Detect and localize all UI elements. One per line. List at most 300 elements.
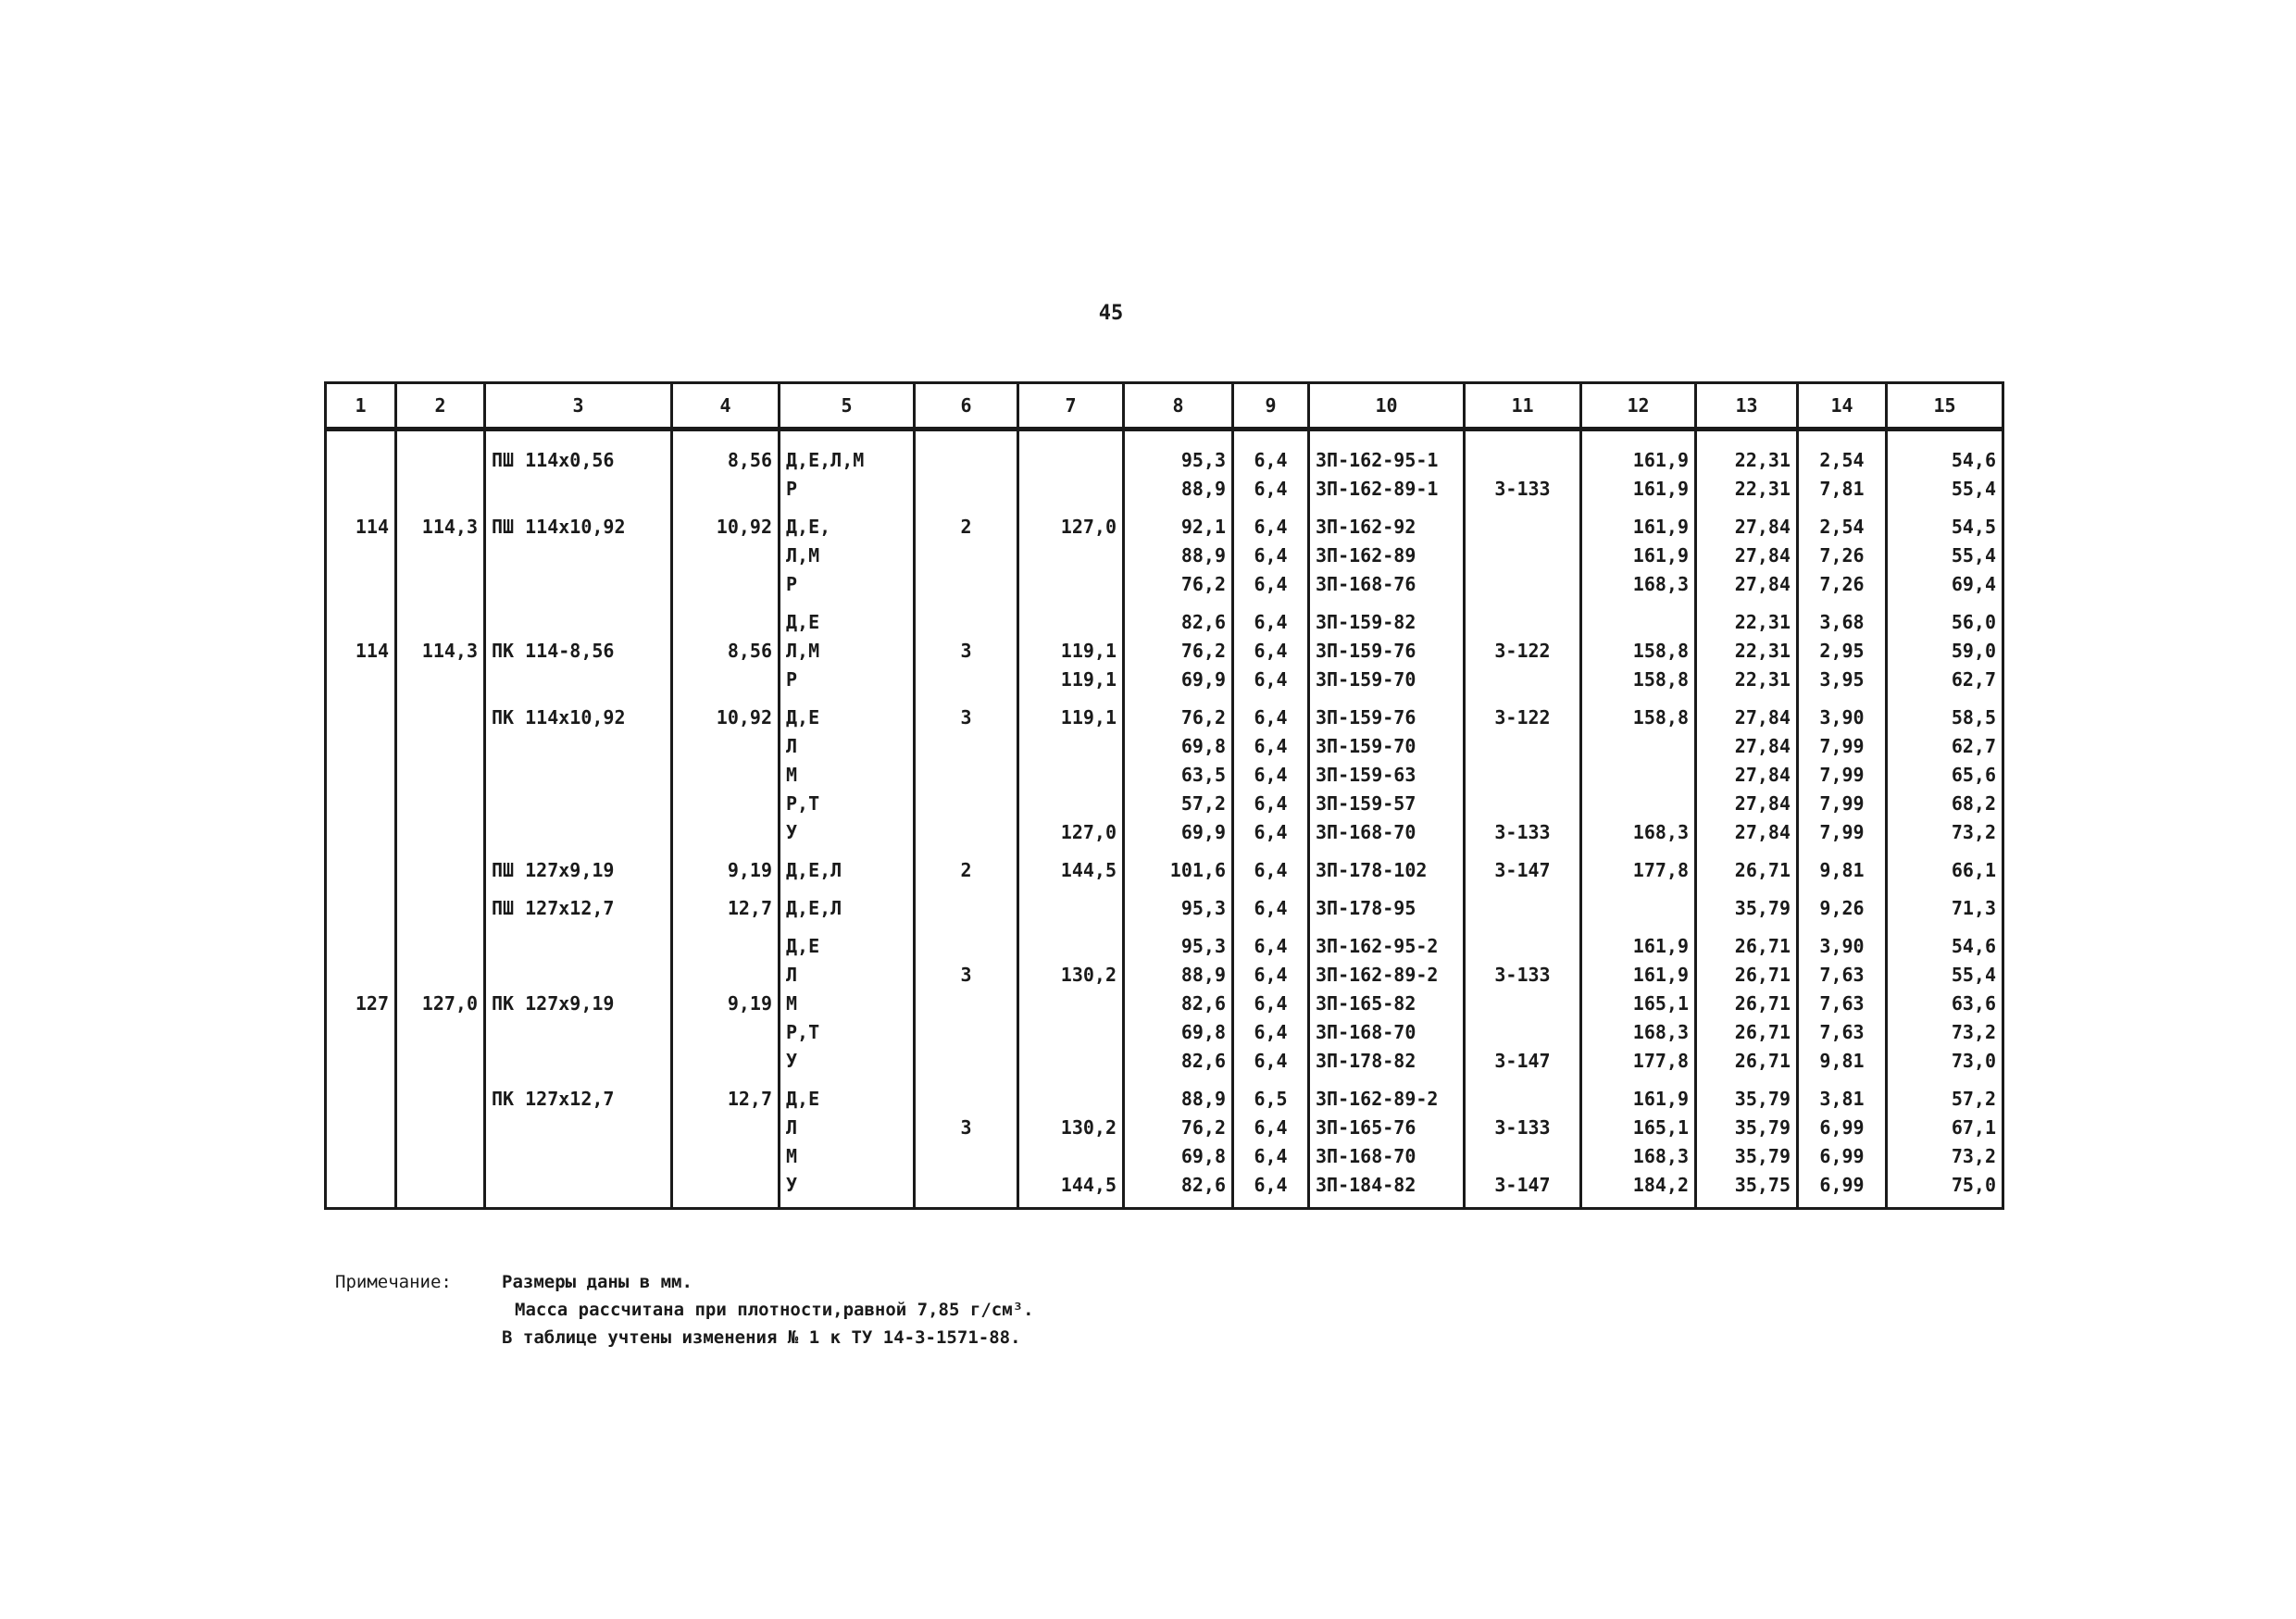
table-cell-col-6 [915,599,1018,637]
table-cell-col-10: ЗП-184-82 [1309,1171,1465,1209]
table-cell-col-8: 101,6 [1124,847,1233,885]
table-row [326,694,2003,732]
pipe-specification-table-container [324,381,2002,1210]
note-line-density: Масса рассчитана при плотности,равной 7,85 г/см³. [515,1300,1034,1320]
table-cell-col-7 [1018,1142,1124,1171]
table-cell-col-2 [396,961,485,990]
table-cell-col-3 [485,542,672,570]
column-header-11: 11 [1465,383,1581,430]
table-cell-col-9: 6,4 [1233,790,1309,818]
table-cell-col-14: 3,95 [1798,666,1887,694]
table-cell-col-1 [326,694,396,732]
table-cell-col-3: ПК 127х9,19 [485,990,672,1018]
table-cell-col-6 [915,475,1018,504]
table-cell-col-8: 92,1 [1124,504,1233,542]
table-cell-col-4: 9,19 [672,847,780,885]
table-cell-col-10: ЗП-168-70 [1309,818,1465,847]
table-cell-col-2 [396,1047,485,1076]
table-cell-col-5: М [780,990,915,1018]
table-cell-col-13: 22,31 [1696,599,1798,637]
table-cell-col-3 [485,570,672,599]
table-cell-col-11 [1465,732,1581,761]
table-cell-col-12 [1581,885,1696,923]
table-cell-col-11 [1465,1018,1581,1047]
table-cell-col-7 [1018,542,1124,570]
table-cell-col-3 [485,790,672,818]
table-row [326,818,2003,847]
table-cell-col-11: З-147 [1465,1047,1581,1076]
table-cell-col-13: 26,71 [1696,923,1798,961]
table-cell-col-5: У [780,1171,915,1209]
table-cell-col-9: 6,4 [1233,1171,1309,1209]
table-cell-col-2 [396,885,485,923]
table-row [326,637,2003,666]
table-cell-col-2 [396,1171,485,1209]
table-cell-col-7: 144,5 [1018,1171,1124,1209]
table-cell-col-9: 6,4 [1233,599,1309,637]
table-cell-col-12: 177,8 [1581,1047,1696,1076]
table-cell-col-2 [396,694,485,732]
table-cell-col-11 [1465,1142,1581,1171]
table-body [326,430,2003,1209]
table-cell-col-8: 88,9 [1124,542,1233,570]
table-cell-col-6 [915,1076,1018,1114]
table-cell-col-13: 27,84 [1696,818,1798,847]
table-cell-col-15: 67,1 [1887,1114,2003,1142]
table-cell-col-8: 76,2 [1124,570,1233,599]
table-cell-col-10: ЗП-162-89-2 [1309,961,1465,990]
table-cell-col-8: 95,3 [1124,923,1233,961]
column-header-2: 2 [396,383,485,430]
table-cell-col-13: 22,31 [1696,637,1798,666]
table-cell-col-10: ЗП-168-76 [1309,570,1465,599]
table-cell-col-2 [396,666,485,694]
table-cell-col-6 [915,761,1018,790]
table-cell-col-14: 7,99 [1798,818,1887,847]
table-cell-col-12: 161,9 [1581,475,1696,504]
table-cell-col-7: 130,2 [1018,1114,1124,1142]
table-cell-col-13: 26,71 [1696,847,1798,885]
table-cell-col-6 [915,430,1018,476]
table-cell-col-1 [326,790,396,818]
table-row [326,475,2003,504]
table-cell-col-11 [1465,885,1581,923]
table-cell-col-2 [396,761,485,790]
table-cell-col-6: 3 [915,961,1018,990]
table-cell-col-7 [1018,1076,1124,1114]
table-cell-col-12 [1581,599,1696,637]
table-row [326,790,2003,818]
table-cell-col-13: 27,84 [1696,761,1798,790]
table-cell-col-6 [915,790,1018,818]
table-cell-col-11 [1465,790,1581,818]
table-cell-col-15: 71,3 [1887,885,2003,923]
table-cell-col-3 [485,1018,672,1047]
table-cell-col-12: 158,8 [1581,637,1696,666]
table-cell-col-14: 3,90 [1798,923,1887,961]
table-cell-col-11: З-147 [1465,1171,1581,1209]
pipe-specification-table [324,381,2004,1210]
table-cell-col-7: 127,0 [1018,818,1124,847]
table-cell-col-1: 114 [326,504,396,542]
table-row [326,1142,2003,1171]
table-cell-col-15: 54,6 [1887,430,2003,476]
table-cell-col-14: 7,99 [1798,732,1887,761]
table-row [326,430,2003,476]
table-cell-col-3: ПШ 114х0,56 [485,430,672,476]
table-cell-col-8: 57,2 [1124,790,1233,818]
table-cell-col-6 [915,1142,1018,1171]
table-cell-col-7: 130,2 [1018,961,1124,990]
table-cell-col-14: 2,95 [1798,637,1887,666]
table-cell-col-13: 27,84 [1696,694,1798,732]
table-cell-col-1 [326,761,396,790]
table-cell-col-11: З-133 [1465,1114,1581,1142]
table-cell-col-15: 73,0 [1887,1047,2003,1076]
table-cell-col-11 [1465,923,1581,961]
table-cell-col-7 [1018,923,1124,961]
table-row [326,1018,2003,1047]
table-cell-col-1 [326,599,396,637]
table-cell-col-4 [672,761,780,790]
table-cell-col-3 [485,1142,672,1171]
table-cell-col-2 [396,1114,485,1142]
table-cell-col-6 [915,732,1018,761]
table-cell-col-9: 6,4 [1233,1018,1309,1047]
column-header-13: 13 [1696,383,1798,430]
table-cell-col-8: 69,8 [1124,732,1233,761]
table-cell-col-1: 127 [326,990,396,1018]
table-cell-col-5: Д,Е,Л [780,885,915,923]
table-cell-col-1 [326,666,396,694]
table-cell-col-9: 6,4 [1233,430,1309,476]
table-cell-col-4 [672,1171,780,1209]
table-cell-col-7: 119,1 [1018,666,1124,694]
table-row [326,570,2003,599]
table-cell-col-3: ПШ 114х10,92 [485,504,672,542]
table-cell-col-8: 82,6 [1124,599,1233,637]
table-cell-col-13: 22,31 [1696,430,1798,476]
table-cell-col-11: З-122 [1465,694,1581,732]
table-cell-col-6 [915,666,1018,694]
table-cell-col-4 [672,1142,780,1171]
table-cell-col-14: 7,63 [1798,1018,1887,1047]
table-cell-col-15: 58,5 [1887,694,2003,732]
table-cell-col-10: ЗП-159-76 [1309,637,1465,666]
table-cell-col-2 [396,818,485,847]
table-cell-col-11 [1465,542,1581,570]
table-cell-col-11: З-122 [1465,637,1581,666]
table-cell-col-3 [485,1114,672,1142]
table-cell-col-4 [672,961,780,990]
table-cell-col-4 [672,570,780,599]
table-cell-col-12: 161,9 [1581,923,1696,961]
table-cell-col-12: 161,9 [1581,542,1696,570]
table-cell-col-12: 165,1 [1581,990,1696,1018]
table-cell-col-6 [915,990,1018,1018]
table-cell-col-4: 10,92 [672,694,780,732]
table-cell-col-14: 7,63 [1798,990,1887,1018]
table-cell-col-14: 7,99 [1798,790,1887,818]
notes-label: Примечание: [335,1272,452,1292]
table-cell-col-5: У [780,1047,915,1076]
table-row [326,990,2003,1018]
table-cell-col-11 [1465,430,1581,476]
table-cell-col-8: 88,9 [1124,475,1233,504]
table-cell-col-3 [485,1171,672,1209]
table-cell-col-4: 10,92 [672,504,780,542]
table-row [326,599,2003,637]
table-cell-col-8: 95,3 [1124,885,1233,923]
table-cell-col-11: З-133 [1465,961,1581,990]
table-cell-col-7 [1018,599,1124,637]
table-cell-col-4: 8,56 [672,430,780,476]
table-row [326,666,2003,694]
table-cell-col-2 [396,1076,485,1114]
table-cell-col-2 [396,430,485,476]
table-cell-col-7 [1018,475,1124,504]
table-cell-col-7 [1018,570,1124,599]
note-line-changes: В таблице учтены изменения № 1 к ТУ 14-3-1571-88. [502,1327,1021,1348]
table-cell-col-5: Д,Е [780,694,915,732]
page-number: 45 [1098,302,1124,325]
table-cell-col-2 [396,1018,485,1047]
table-cell-col-3: ПК 127х12,7 [485,1076,672,1114]
column-header-9: 9 [1233,383,1309,430]
table-cell-col-10: ЗП-159-70 [1309,732,1465,761]
table-cell-col-14: 6,99 [1798,1171,1887,1209]
table-cell-col-12 [1581,732,1696,761]
table-cell-col-5: Д,Е [780,923,915,961]
table-cell-col-14: 7,99 [1798,761,1887,790]
table-cell-col-2 [396,847,485,885]
table-cell-col-11 [1465,570,1581,599]
table-cell-col-12: 158,8 [1581,666,1696,694]
table-cell-col-4: 12,7 [672,885,780,923]
table-cell-col-11 [1465,504,1581,542]
table-cell-col-9: 6,4 [1233,923,1309,961]
table-cell-col-5: Р,Т [780,1018,915,1047]
table-cell-col-9: 6,4 [1233,818,1309,847]
column-header-4: 4 [672,383,780,430]
table-cell-col-1 [326,885,396,923]
table-cell-col-15: 69,4 [1887,570,2003,599]
table-cell-col-7 [1018,990,1124,1018]
table-cell-col-2 [396,1142,485,1171]
table-cell-col-10: ЗП-168-70 [1309,1018,1465,1047]
table-cell-col-8: 95,3 [1124,430,1233,476]
table-cell-col-5: У [780,818,915,847]
table-cell-col-7: 119,1 [1018,694,1124,732]
table-row [326,885,2003,923]
table-cell-col-7 [1018,430,1124,476]
table-cell-col-1: 114 [326,637,396,666]
table-cell-col-3 [485,475,672,504]
table-row [326,1171,2003,1209]
table-cell-col-3: ПК 114х10,92 [485,694,672,732]
table-cell-col-14: 7,26 [1798,542,1887,570]
table-row [326,923,2003,961]
table-cell-col-9: 6,4 [1233,885,1309,923]
table-cell-col-12: 161,9 [1581,1076,1696,1114]
table-cell-col-9: 6,4 [1233,637,1309,666]
table-cell-col-10: ЗП-162-92 [1309,504,1465,542]
table-cell-col-14: 9,81 [1798,847,1887,885]
table-cell-col-10: ЗП-165-82 [1309,990,1465,1018]
table-cell-col-10: ЗП-159-70 [1309,666,1465,694]
column-header-14: 14 [1798,383,1887,430]
table-cell-col-3 [485,599,672,637]
table-cell-col-15: 65,6 [1887,761,2003,790]
table-row [326,1047,2003,1076]
table-cell-col-12: 177,8 [1581,847,1696,885]
table-cell-col-10: ЗП-162-89-1 [1309,475,1465,504]
table-cell-col-9: 6,4 [1233,1114,1309,1142]
table-cell-col-13: 22,31 [1696,666,1798,694]
table-row [326,504,2003,542]
table-cell-col-12: 161,9 [1581,504,1696,542]
table-cell-col-3 [485,1047,672,1076]
table-cell-col-5: Л [780,732,915,761]
table-cell-col-8: 82,6 [1124,990,1233,1018]
table-cell-col-13: 35,79 [1696,885,1798,923]
table-cell-col-4 [672,1047,780,1076]
table-cell-col-4 [672,1114,780,1142]
table-row [326,847,2003,885]
table-cell-col-15: 54,5 [1887,504,2003,542]
table-cell-col-12: 158,8 [1581,694,1696,732]
table-cell-col-8: 76,2 [1124,1114,1233,1142]
column-header-5: 5 [780,383,915,430]
table-cell-col-13: 22,31 [1696,475,1798,504]
table-cell-col-9: 6,5 [1233,1076,1309,1114]
table-cell-col-2: 114,3 [396,504,485,542]
table-cell-col-6: 3 [915,694,1018,732]
table-cell-col-15: 73,2 [1887,1018,2003,1047]
table-cell-col-7: 144,5 [1018,847,1124,885]
table-cell-col-5: М [780,1142,915,1171]
table-cell-col-5: Д,Е [780,1076,915,1114]
table-cell-col-7 [1018,885,1124,923]
table-cell-col-7 [1018,790,1124,818]
table-cell-col-15: 54,6 [1887,923,2003,961]
table-cell-col-9: 6,4 [1233,542,1309,570]
table-cell-col-10: ЗП-159-76 [1309,694,1465,732]
table-cell-col-6 [915,1047,1018,1076]
table-cell-col-13: 27,84 [1696,790,1798,818]
table-cell-col-15: 75,0 [1887,1171,2003,1209]
table-cell-col-6 [915,1018,1018,1047]
column-header-1: 1 [326,383,396,430]
table-cell-col-1 [326,1171,396,1209]
table-cell-col-10: ЗП-178-95 [1309,885,1465,923]
table-cell-col-15: 55,4 [1887,542,2003,570]
table-row [326,961,2003,990]
table-cell-col-13: 35,79 [1696,1076,1798,1114]
table-cell-col-4 [672,790,780,818]
table-cell-col-6: 3 [915,637,1018,666]
table-cell-col-14: 7,63 [1798,961,1887,990]
table-cell-col-2 [396,475,485,504]
table-cell-col-8: 88,9 [1124,1076,1233,1114]
column-header-15: 15 [1887,383,2003,430]
table-cell-col-5: М [780,761,915,790]
table-cell-col-15: 62,7 [1887,666,2003,694]
table-cell-col-9: 6,4 [1233,504,1309,542]
table-cell-col-9: 6,4 [1233,761,1309,790]
table-cell-col-7 [1018,1047,1124,1076]
table-cell-col-9: 6,4 [1233,1047,1309,1076]
table-cell-col-5: Р [780,475,915,504]
table-cell-col-1 [326,475,396,504]
table-cell-col-8: 76,2 [1124,637,1233,666]
table-cell-col-6 [915,885,1018,923]
table-cell-col-1 [326,1047,396,1076]
table-cell-col-8: 82,6 [1124,1047,1233,1076]
table-cell-col-9: 6,4 [1233,475,1309,504]
table-cell-col-10: ЗП-162-89-2 [1309,1076,1465,1114]
table-cell-col-14: 9,26 [1798,885,1887,923]
table-cell-col-6: 2 [915,847,1018,885]
table-cell-col-14: 3,81 [1798,1076,1887,1114]
notes-lines [502,1268,1335,1351]
table-cell-col-10: ЗП-159-57 [1309,790,1465,818]
table-cell-col-13: 26,71 [1696,961,1798,990]
table-cell-col-10: ЗП-178-82 [1309,1047,1465,1076]
table-cell-col-1 [326,961,396,990]
table-cell-col-4 [672,599,780,637]
table-cell-col-2: 127,0 [396,990,485,1018]
table-cell-col-1 [326,430,396,476]
table-cell-col-6 [915,923,1018,961]
table-cell-col-2 [396,732,485,761]
table-cell-col-12: 168,3 [1581,1142,1696,1171]
table-cell-col-9: 6,4 [1233,847,1309,885]
table-row [326,1114,2003,1142]
table-cell-col-11 [1465,761,1581,790]
table-cell-col-4 [672,1018,780,1047]
table-cell-col-3 [485,818,672,847]
table-cell-col-11 [1465,1076,1581,1114]
table-cell-col-8: 69,8 [1124,1142,1233,1171]
table-cell-col-15: 62,7 [1887,732,2003,761]
table-cell-col-9: 6,4 [1233,990,1309,1018]
table-cell-col-13: 27,84 [1696,570,1798,599]
table-cell-col-14: 7,26 [1798,570,1887,599]
table-cell-col-8: 88,9 [1124,961,1233,990]
table-cell-col-1 [326,1114,396,1142]
table-cell-col-4: 8,56 [672,637,780,666]
table-cell-col-10: ЗП-162-95-2 [1309,923,1465,961]
table-cell-col-6: 3 [915,1114,1018,1142]
table-cell-col-13: 27,84 [1696,504,1798,542]
table-cell-col-12: 168,3 [1581,570,1696,599]
table-cell-col-15: 59,0 [1887,637,2003,666]
table-cell-col-4: 9,19 [672,990,780,1018]
table-row [326,542,2003,570]
table-cell-col-5: Д,Е,Л [780,847,915,885]
table-cell-col-5: Р [780,666,915,694]
column-header-3: 3 [485,383,672,430]
table-cell-col-1 [326,1076,396,1114]
note-line-units: Размеры даны в мм. [502,1272,693,1292]
table-cell-col-12: 165,1 [1581,1114,1696,1142]
table-cell-col-9: 6,4 [1233,666,1309,694]
table-cell-col-14: 2,54 [1798,430,1887,476]
table-cell-col-4 [672,475,780,504]
table-cell-col-13: 27,84 [1696,542,1798,570]
table-row [326,732,2003,761]
